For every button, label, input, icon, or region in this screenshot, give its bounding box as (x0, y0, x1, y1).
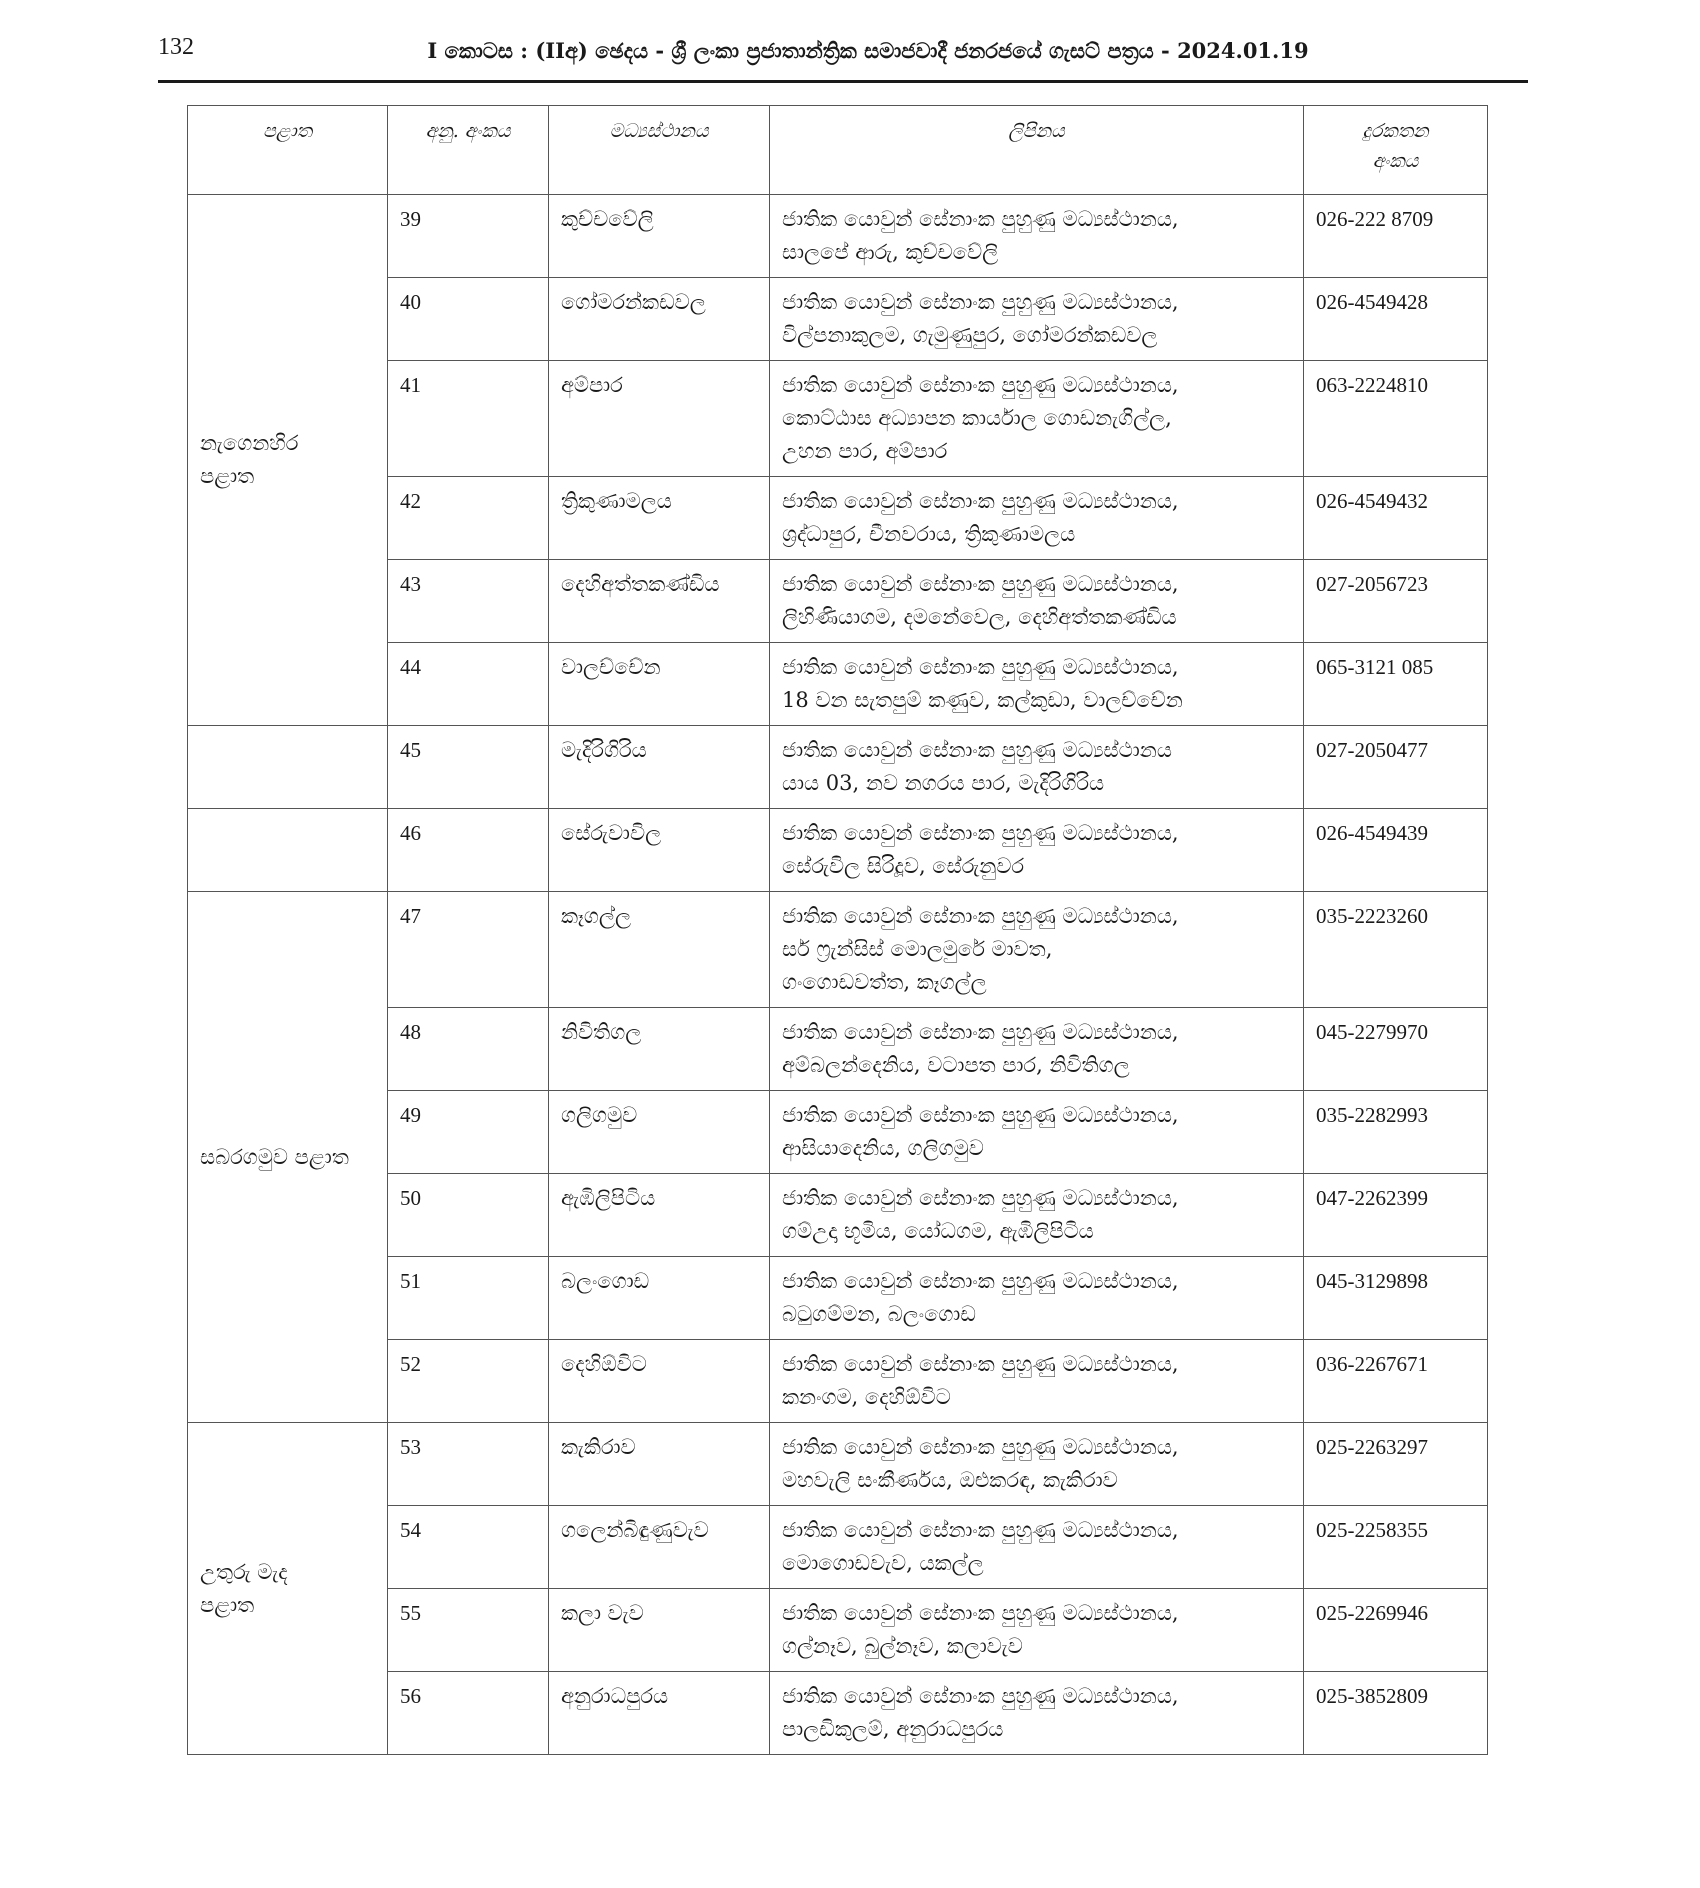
serial-number-cell: 45 (388, 726, 549, 809)
address-cell (770, 1340, 1304, 1423)
address-line: මොගොඩවැව, යකල්ල (782, 1551, 984, 1575)
address-line: බටුගම්මන, බලංගොඩ (782, 1302, 976, 1326)
address-cell (770, 1174, 1304, 1257)
address-cell (770, 1589, 1304, 1672)
serial-number-cell: 51 (388, 1257, 549, 1340)
address-cell (770, 1008, 1304, 1091)
serial-number-cell: 55 (388, 1589, 549, 1672)
table-row (188, 809, 1488, 892)
table-row (188, 195, 1488, 278)
phone-number-cell: 025-2258355 (1304, 1506, 1488, 1589)
address-line: ජාතික යොවුන් සේනාංක පුහුණු මධ්‍යස්ථානය, (782, 290, 1179, 314)
center-name-cell: අම්පාර (549, 361, 770, 477)
address-line: උහන පාර, අම්පාර (782, 439, 948, 463)
serial-number-cell: 56 (388, 1672, 549, 1755)
address-cell (770, 1672, 1304, 1755)
center-name-cell: නිවිතිගල (549, 1008, 770, 1091)
center-name-cell: දෙහිඕවිට (549, 1340, 770, 1423)
address-line: ජාතික යොවුන් සේනාංක පුහුණු මධ්‍යස්ථානය, (782, 489, 1179, 513)
address-cell (770, 1506, 1304, 1589)
center-name-cell: බලංගොඩ (549, 1257, 770, 1340)
address-line: අම්බලන්දෙනිය, වටාපත පාර, නිවිතිගල (782, 1053, 1130, 1077)
serial-number-cell: 53 (388, 1423, 549, 1506)
column-header-serial: අනු. අංකය (388, 106, 549, 195)
serial-number-cell: 44 (388, 643, 549, 726)
address-line: ජාතික යොවුන් සේනාංක පුහුණු මධ්‍යස්ථානය, (782, 1186, 1179, 1210)
column-header-address: ලිපිනය (770, 106, 1304, 195)
phone-number-cell: 025-2269946 (1304, 1589, 1488, 1672)
column-header-phone-line: දුරකතන (1362, 120, 1429, 142)
province-name-line: පළාත (200, 464, 255, 488)
address-cell (770, 361, 1304, 477)
center-name-cell: කැකිරාව (549, 1423, 770, 1506)
address-line: විල්පනාකුලම, ගැමුණුපුර, ගෝමරන්කඩවල (782, 323, 1158, 347)
address-line: කොට්ඨාස අධ්‍යාපන කාර්යාල ගොඩනැගිල්ල, (782, 406, 1172, 430)
serial-number-cell: 49 (388, 1091, 549, 1174)
address-line: ජාතික යොවුන් සේනාංක පුහුණු මධ්‍යස්ථානය, (782, 373, 1179, 397)
address-cell (770, 892, 1304, 1008)
address-line: ජාතික යොවුන් සේනාංක පුහුණු මධ්‍යස්ථානය, (782, 572, 1179, 596)
phone-number-cell: 047-2262399 (1304, 1174, 1488, 1257)
address-cell (770, 195, 1304, 278)
phone-number-cell: 063-2224810 (1304, 361, 1488, 477)
phone-number-cell: 045-3129898 (1304, 1257, 1488, 1340)
serial-number-cell: 46 (388, 809, 549, 892)
serial-number-cell: 47 (388, 892, 549, 1008)
address-line: ජාතික යොවුන් සේනාංක පුහුණු මධ්‍යස්ථානය, (782, 1684, 1179, 1708)
center-name-cell: දෙහිඅත්තකණ්ඩිය (549, 560, 770, 643)
center-name-cell: ත්‍රිකුණාමලය (549, 477, 770, 560)
phone-number-cell: 026-4549432 (1304, 477, 1488, 560)
address-line: ගංගොඩවත්ත, කෑගල්ල (782, 970, 987, 994)
address-line: ජාතික යොවුන් සේනාංක පුහුණු මධ්‍යස්ථානය, (782, 904, 1179, 928)
column-header-province: පළාත (188, 106, 388, 195)
address-cell (770, 1257, 1304, 1340)
province-name-line: නැගෙනහිර (200, 431, 299, 455)
serial-number-cell: 39 (388, 195, 549, 278)
center-name-cell: ගෝමරන්කඩවල (549, 278, 770, 361)
address-line: ජාතික යොවුන් සේනාංක පුහුණු මධ්‍යස්ථානය, (782, 1269, 1179, 1293)
serial-number-cell: 52 (388, 1340, 549, 1423)
center-name-cell: සේරුවාවිල (549, 809, 770, 892)
phone-number-cell: 027-2050477 (1304, 726, 1488, 809)
address-line: සර් ෆ්‍රැන්සිස් මොලමුරේ මාවත, (782, 937, 1053, 961)
address-line: ගල්නෑව, බුල්නෑව, කලාවැව (782, 1634, 1023, 1658)
phone-number-cell: 065-3121 085 (1304, 643, 1488, 726)
center-name-cell: මැදිරිගිරිය (549, 726, 770, 809)
province-name-line: පළාත (200, 1592, 255, 1617)
address-line: ශ්‍රද්ධාපුර, චීනවරාය, ත්‍රිකුණාමලය (782, 522, 1076, 546)
address-line: ජාතික යොවුන් සේනාංක පුහුණු මධ්‍යස්ථානය, (782, 207, 1179, 231)
table-row (188, 892, 1488, 1008)
center-name-cell: ගලිගමුව (549, 1091, 770, 1174)
serial-number-cell: 48 (388, 1008, 549, 1091)
address-cell (770, 726, 1304, 809)
table-row (188, 726, 1488, 809)
serial-number-cell: 41 (388, 361, 549, 477)
address-line: ජාතික යොවුන් සේනාංක පුහුණු මධ්‍යස්ථානය, (782, 1103, 1179, 1127)
column-header-phone-line: අංකය (1372, 150, 1419, 172)
phone-number-cell: 027-2056723 (1304, 560, 1488, 643)
address-line: 18 වන සැතපුම් කණුව, කල්කුඩා, වාලච්චේන (782, 688, 1183, 712)
phone-number-cell: 045-2279970 (1304, 1008, 1488, 1091)
phone-number-cell: 025-3852809 (1304, 1672, 1488, 1755)
province-cell (188, 1423, 388, 1755)
province-name-line: සබරගමුව පළාත (200, 1144, 349, 1169)
phone-number-cell: 026-4549428 (1304, 278, 1488, 361)
serial-number-cell: 54 (388, 1506, 549, 1589)
address-cell (770, 477, 1304, 560)
phone-number-cell: 025-2263297 (1304, 1423, 1488, 1506)
column-header-center: මධ්‍යස්ථානය (549, 106, 770, 195)
phone-number-cell: 026-4549439 (1304, 809, 1488, 892)
serial-number-cell: 42 (388, 477, 549, 560)
province-cell (188, 195, 388, 726)
center-name-cell: වාලච්චේන (549, 643, 770, 726)
address-cell (770, 560, 1304, 643)
phone-number-cell: 026-222 8709 (1304, 195, 1488, 278)
address-line: සාලපේ ආරු, කුච්චවේලි (782, 240, 999, 264)
phone-number-cell: 036-2267671 (1304, 1340, 1488, 1423)
address-line: සේරුවිල සිරිදූව, සේරුනුවර (782, 854, 1025, 878)
table-row (188, 1423, 1488, 1506)
serial-number-cell: 40 (388, 278, 549, 361)
province-name-line: උතුරු මැද (200, 1559, 288, 1584)
address-line: පාලඩිකුලම්, අනුරාධපුරය (782, 1717, 1004, 1741)
page-number: 132 (158, 34, 194, 60)
address-line: ජාතික යොවුන් සේනාංක පුහුණු මධ්‍යස්ථානය, (782, 1601, 1179, 1625)
address-line: ජාතික යොවුන් සේනාංක පුහුණු මධ්‍යස්ථානය, (782, 655, 1179, 679)
address-cell (770, 643, 1304, 726)
phone-number-cell: 035-2223260 (1304, 892, 1488, 1008)
center-name-cell: ගලෙන්බිඳුණුවැව (549, 1506, 770, 1589)
center-name-cell: කලා වැව (549, 1589, 770, 1672)
province-cell (188, 892, 388, 1423)
address-line: ජාතික යොවුන් සේනාංක පුහුණු මධ්‍යස්ථානය, (782, 1020, 1179, 1044)
center-name-cell: කෑගල්ල (549, 892, 770, 1008)
center-name-cell: ඇඹිලිපිටිය (549, 1174, 770, 1257)
address-line: ජාතික යොවුන් සේනාංක පුහුණු මධ්‍යස්ථානය, (782, 1352, 1179, 1376)
center-name-cell: කුච්චවේලි (549, 195, 770, 278)
province-cell (188, 809, 388, 892)
table-body (188, 195, 1488, 1755)
province-cell (188, 726, 388, 809)
phone-number-cell: 035-2282993 (1304, 1091, 1488, 1174)
address-line: ජාතික යොවුන් සේනාංක පුහුණු මධ්‍යස්ථානය, (782, 1518, 1179, 1542)
gazette-title: I කොටස : (IIඅ) ඡෙදය - ශ්‍රී ලංකා ප්‍රජාතාන්ත්‍රික සමාජවාදී ජනරජයේ ගැසට් පත්‍රය - 2024.01.19 (427, 38, 1309, 63)
address-line: මහවැලි සංකීර්ණය, ඔළුකරඳ, කැකිරාව (782, 1468, 1118, 1492)
center-name-cell: අනුරාධපුරය (549, 1672, 770, 1755)
address-line: ජාතික යොවුන් සේනාංක පුහුණු මධ්‍යස්ථානය (782, 738, 1172, 762)
serial-number-cell: 43 (388, 560, 549, 643)
address-cell (770, 1091, 1304, 1174)
address-line: ගම්උදා භූමිය, යෝධගම, ඇඹිලිපිටිය (782, 1219, 1094, 1243)
serial-number-cell: 50 (388, 1174, 549, 1257)
training-centers-table (187, 105, 1488, 1755)
address-line: කනංගම, දෙහිඕවිට (782, 1385, 951, 1409)
address-cell (770, 809, 1304, 892)
address-line: ජාතික යොවුන් සේනාංක පුහුණු මධ්‍යස්ථානය, (782, 821, 1179, 845)
address-line: ජාතික යොවුන් සේනාංක පුහුණු මධ්‍යස්ථානය, (782, 1435, 1179, 1459)
column-header-phone (1304, 106, 1488, 195)
page-header (158, 28, 1528, 83)
address-line: ලිහිණියාගම, දමනේවෙල, දෙහිඅත්තකණ්ඩිය (782, 605, 1177, 629)
address-line: ආසියාදෙනිය, ගලිගමුව (782, 1136, 984, 1160)
address-line: යාය 03, නව නගරය පාර, මැදිරිගිරිය (782, 771, 1105, 795)
table-header-row (188, 106, 1488, 195)
address-cell (770, 1423, 1304, 1506)
address-cell (770, 278, 1304, 361)
